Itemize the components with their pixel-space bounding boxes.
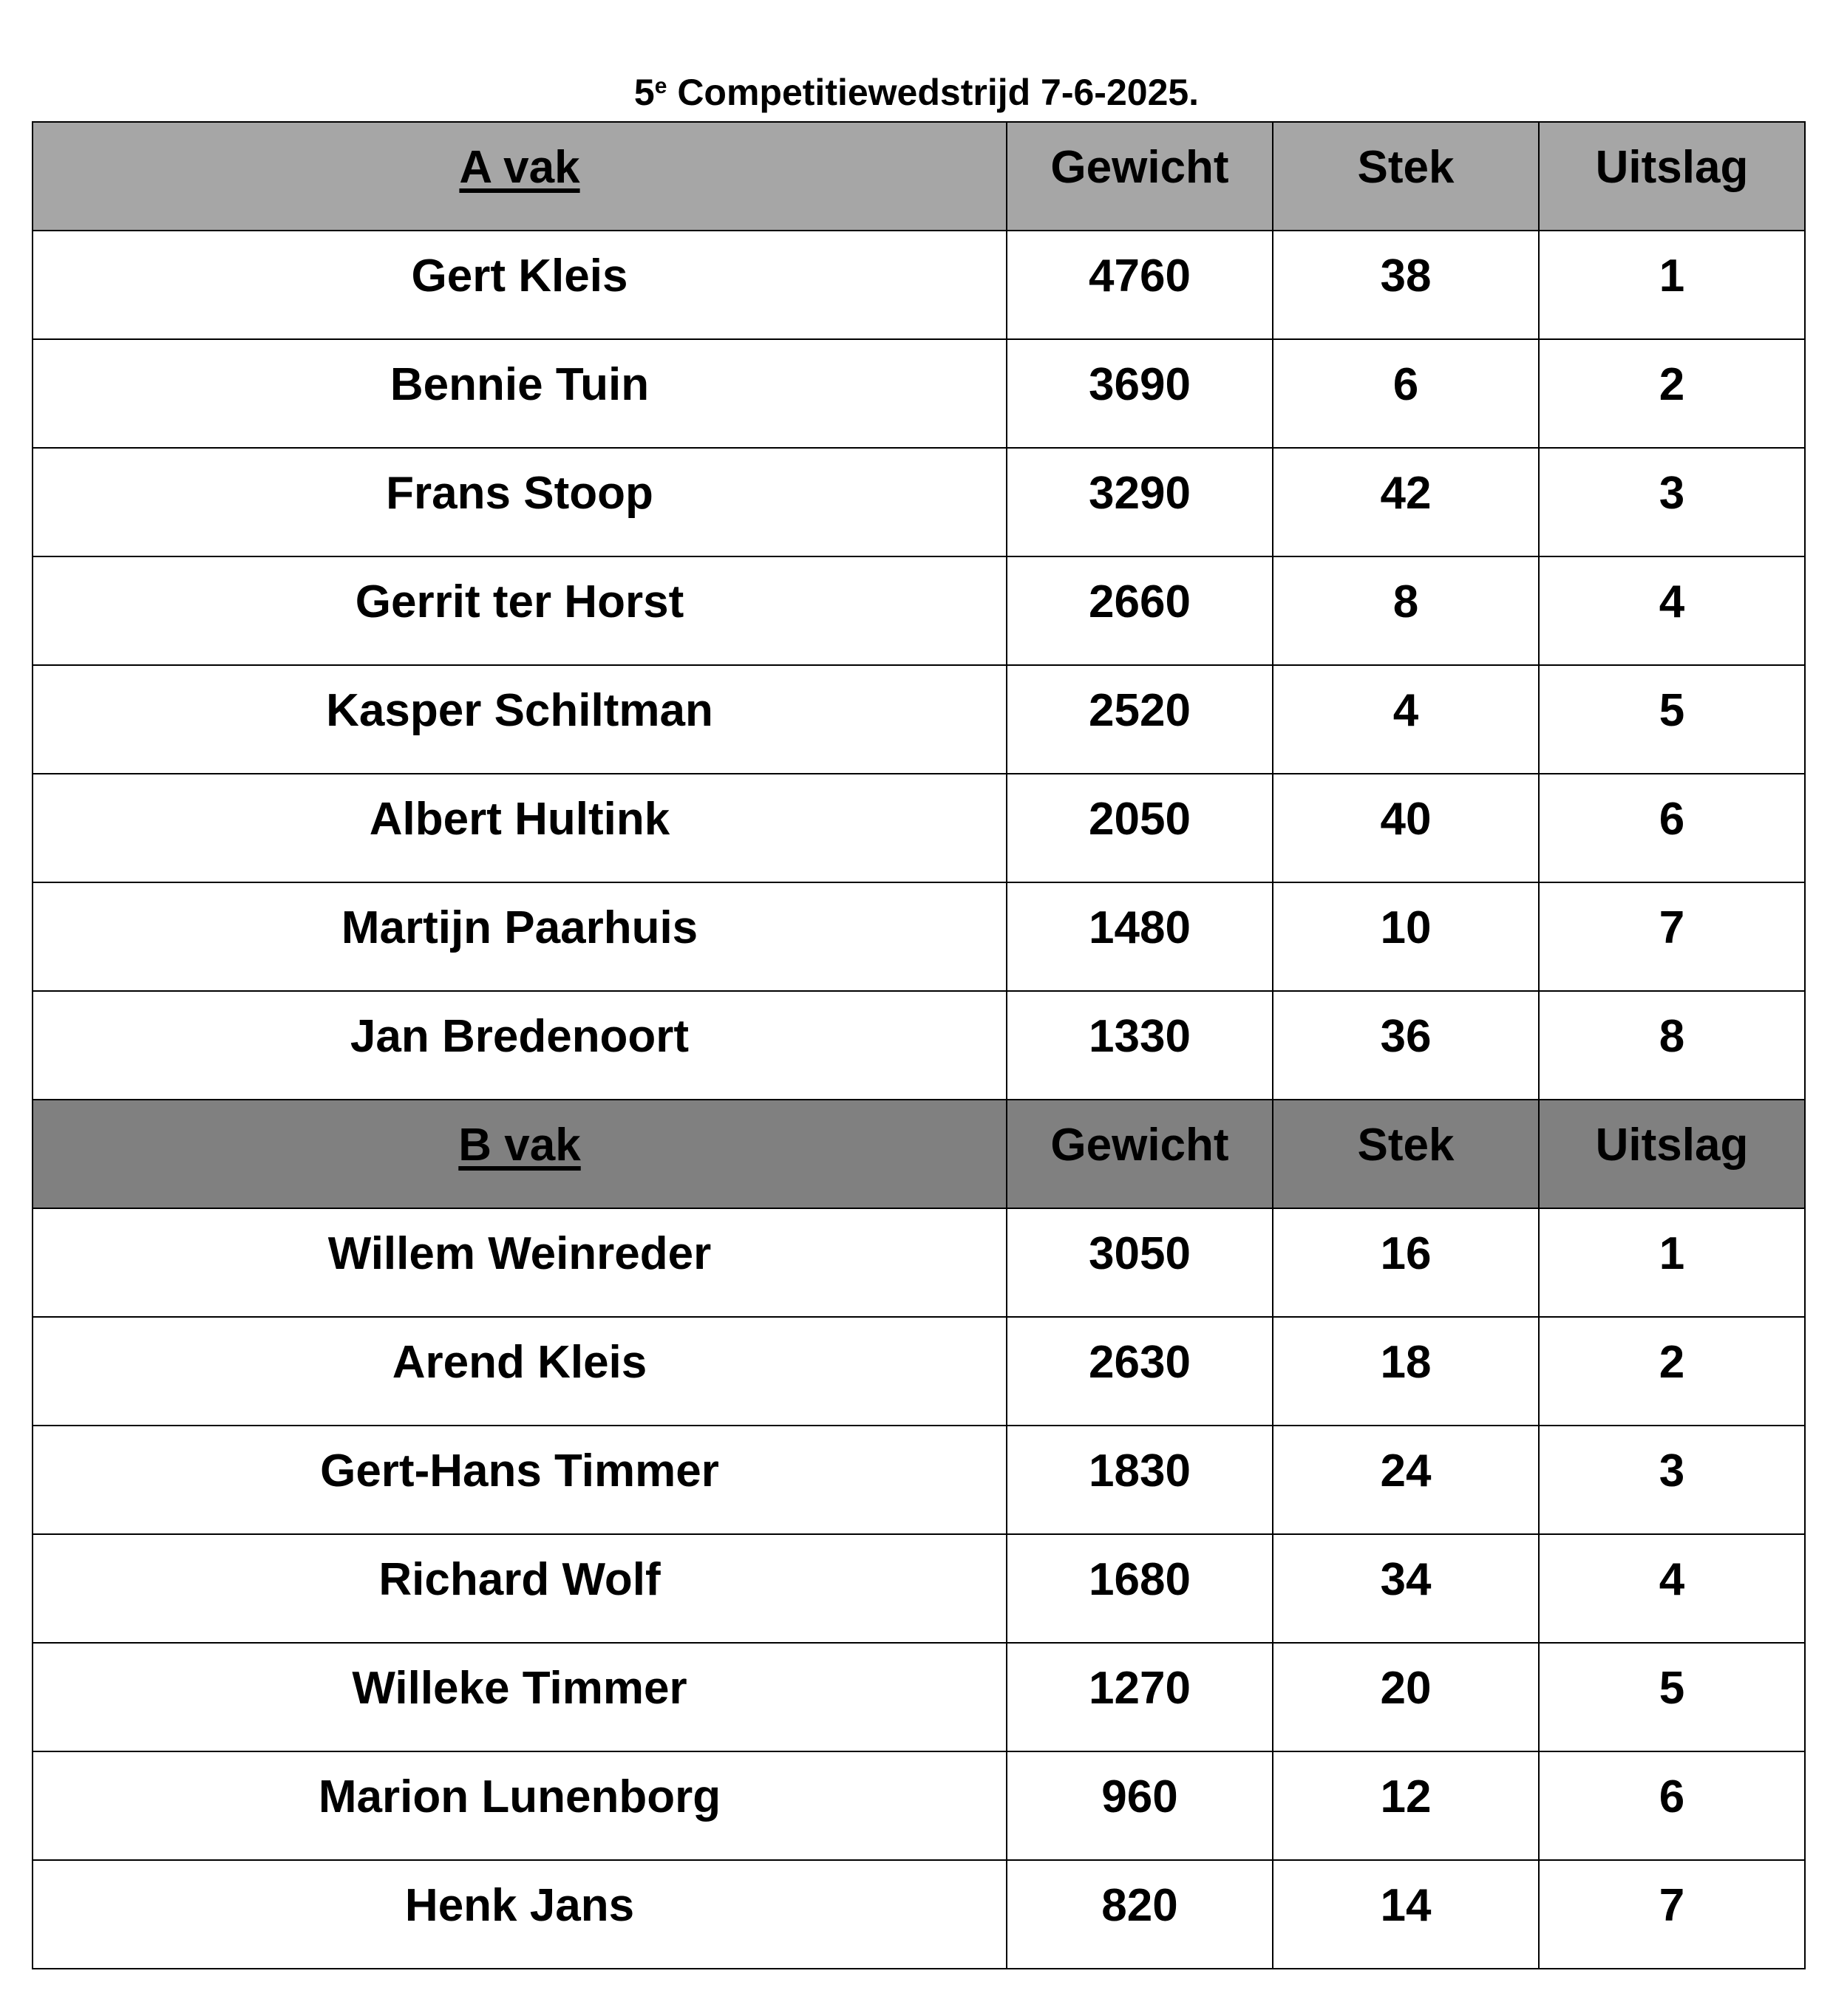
- spot-value: 38: [1380, 251, 1432, 302]
- page-title: [0, 67, 1833, 118]
- participant-name: Willem Weinreder: [327, 1228, 712, 1279]
- participant-name: Gert-Hans Timmer: [320, 1445, 719, 1496]
- participant-name: Marion Lunenborg: [318, 1771, 721, 1822]
- weight-value: 820: [1101, 1880, 1178, 1931]
- spot-value: 16: [1380, 1228, 1432, 1279]
- table-row: [33, 882, 1805, 991]
- weight-value: 3050: [1089, 1228, 1191, 1279]
- spot-value: 40: [1380, 794, 1432, 845]
- table-row: [33, 1860, 1805, 1969]
- table-row: [33, 1426, 1805, 1534]
- weight-value: 3290: [1089, 468, 1191, 519]
- table-row: [33, 339, 1805, 448]
- table-row: [33, 1317, 1805, 1426]
- result-value: 3: [1659, 1445, 1685, 1496]
- participant-name: Willeke Timmer: [352, 1663, 687, 1714]
- table-row: [33, 556, 1805, 665]
- result-value: 5: [1659, 685, 1685, 736]
- spot-value: 8: [1392, 576, 1419, 627]
- table-row: [33, 1751, 1805, 1860]
- table-row: [33, 665, 1805, 774]
- result-value: 3: [1659, 468, 1685, 519]
- participant-name: Martijn Paarhuis: [341, 902, 698, 953]
- section-label-a: A vak: [459, 142, 580, 193]
- weight-value: 3690: [1089, 359, 1191, 410]
- column-header-weight: Gewicht: [1050, 1120, 1229, 1171]
- weight-value: 2660: [1089, 576, 1191, 627]
- weight-value: 2630: [1089, 1337, 1191, 1388]
- result-value: 4: [1659, 1554, 1685, 1605]
- column-header-spot: Stek: [1357, 1120, 1455, 1171]
- result-value: 8: [1659, 1011, 1685, 1062]
- results-table: [32, 121, 1806, 1969]
- spot-value: 42: [1380, 468, 1432, 519]
- result-value: 4: [1659, 576, 1685, 627]
- participant-name: Gerrit ter Horst: [355, 576, 684, 627]
- spot-value: 12: [1380, 1771, 1432, 1822]
- spot-value: 6: [1392, 359, 1419, 410]
- spot-value: 10: [1380, 902, 1432, 953]
- weight-value: 1330: [1089, 1011, 1191, 1062]
- column-header-result: Uitslag: [1595, 142, 1749, 193]
- result-value: 1: [1659, 251, 1685, 302]
- table-row: [33, 231, 1805, 339]
- title-ordinal-suffix: e: [654, 74, 667, 98]
- table-row: [33, 774, 1805, 882]
- section-header-a: [33, 122, 1805, 231]
- table-row: [33, 1643, 1805, 1751]
- result-value: 2: [1659, 1337, 1685, 1388]
- spot-value: 36: [1380, 1011, 1432, 1062]
- weight-value: 1680: [1089, 1554, 1191, 1605]
- column-header-spot: Stek: [1357, 142, 1455, 193]
- participant-name: Jan Bredenoort: [350, 1011, 690, 1062]
- weight-value: 1270: [1089, 1663, 1191, 1714]
- spot-value: 14: [1380, 1880, 1432, 1931]
- spot-value: 18: [1380, 1337, 1432, 1388]
- title-text: Competitiewedstrijd 7-6-2025.: [677, 72, 1200, 113]
- column-header-weight: Gewicht: [1050, 142, 1229, 193]
- section-label-b: B vak: [458, 1120, 581, 1171]
- participant-name: Gert Kleis: [411, 251, 628, 302]
- title-ordinal: 5: [633, 72, 655, 113]
- participant-name: Henk Jans: [404, 1880, 635, 1931]
- table-row: [33, 991, 1805, 1100]
- result-value: 5: [1659, 1663, 1685, 1714]
- participant-name: Richard Wolf: [378, 1554, 661, 1605]
- section-header-b: [33, 1100, 1805, 1208]
- result-value: 2: [1659, 359, 1685, 410]
- spot-value: 4: [1392, 685, 1419, 736]
- result-value: 7: [1659, 902, 1685, 953]
- weight-value: 1480: [1089, 902, 1191, 953]
- result-value: 7: [1659, 1880, 1685, 1931]
- spot-value: 24: [1380, 1445, 1432, 1496]
- table-row: [33, 1534, 1805, 1643]
- weight-value: 2050: [1089, 794, 1191, 845]
- result-value: 1: [1659, 1228, 1685, 1279]
- weight-value: 2520: [1089, 685, 1191, 736]
- table-row: [33, 448, 1805, 556]
- result-value: 6: [1659, 1771, 1685, 1822]
- spot-value: 34: [1380, 1554, 1432, 1605]
- result-value: 6: [1659, 794, 1685, 845]
- weight-value: 960: [1101, 1771, 1178, 1822]
- spot-value: 20: [1380, 1663, 1432, 1714]
- weight-value: 4760: [1089, 251, 1191, 302]
- weight-value: 1830: [1089, 1445, 1191, 1496]
- participant-name: Frans Stoop: [386, 468, 653, 519]
- participant-name: Albert Hultink: [369, 794, 670, 845]
- participant-name: Bennie Tuin: [390, 359, 650, 410]
- table-row: [33, 1208, 1805, 1317]
- participant-name: Kasper Schiltman: [326, 685, 713, 736]
- participant-name: Arend Kleis: [392, 1337, 647, 1388]
- column-header-result: Uitslag: [1595, 1120, 1749, 1171]
